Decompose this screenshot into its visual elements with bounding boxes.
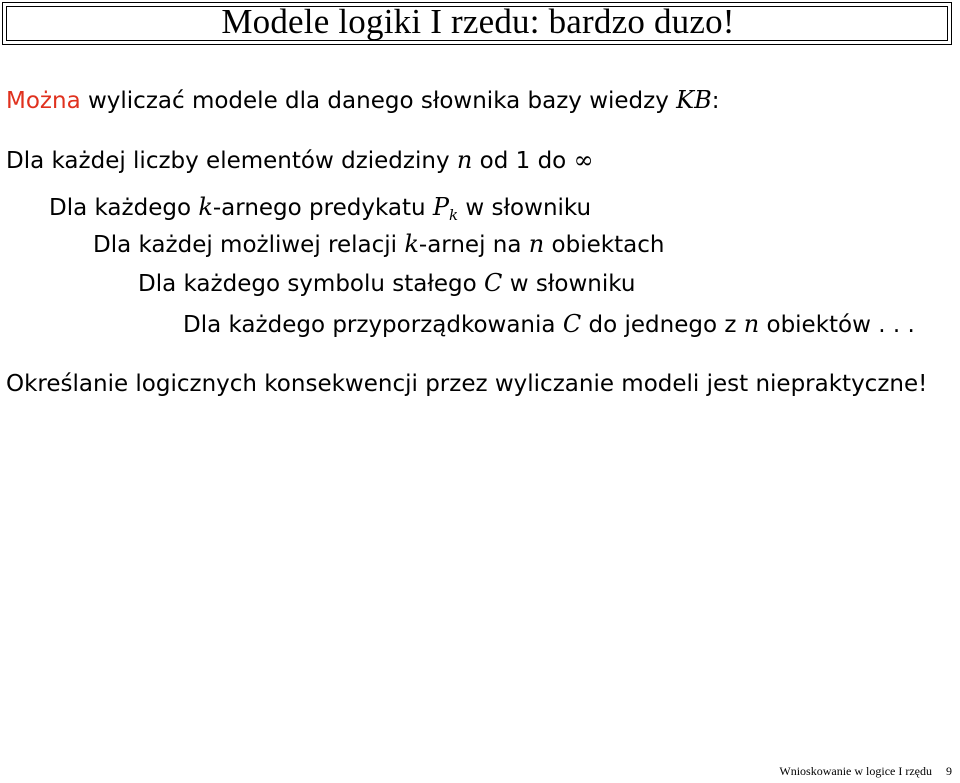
footer — [779, 764, 952, 778]
p-symbol: P — [432, 193, 450, 221]
loop-line-relation — [93, 230, 664, 259]
infinity-symbol: ∞ — [573, 146, 594, 174]
n-symbol: n — [528, 230, 545, 258]
loop-1-text-b: od 1 do — [472, 148, 574, 174]
loop-2-text-a: Dla każdego — [49, 195, 199, 221]
loop-line-predicate — [49, 193, 591, 229]
n-symbol: n — [456, 146, 473, 174]
kb-symbol: KB — [676, 86, 712, 114]
loop-5-text-c: obiektów . . . — [759, 312, 915, 338]
intro-colon: : — [711, 88, 720, 114]
p-subscript-k: k — [449, 206, 459, 224]
k-symbol: k — [198, 193, 213, 221]
loop-line-constant — [138, 269, 635, 298]
footer-section: Wnioskowanie w logice I rzędu — [779, 764, 932, 778]
loop-line-assignment — [183, 310, 915, 339]
loop-2-text-c: w słowniku — [458, 195, 592, 221]
loop-5-text-a: Dla każdego przyporządkowania — [183, 312, 563, 338]
c-symbol: C — [562, 310, 582, 338]
k-symbol: k — [404, 230, 419, 258]
n-symbol: n — [743, 310, 760, 338]
loop-line-domain-size — [6, 146, 594, 175]
loop-3-text-c: obiektach — [544, 232, 665, 258]
loop-4-text-a: Dla każdego symbolu stałego — [138, 271, 485, 297]
conclusion: Określanie logicznych konsekwencji przez wyliczanie modeli jest niepraktyczne! — [6, 371, 928, 397]
loop-5-text-b: do jednego z — [581, 312, 744, 338]
slide-title: Modele logiki I rzedu: bardzo duzo! — [221, 2, 735, 41]
c-symbol: C — [484, 269, 503, 297]
intro-text: wyliczać modele dla danego słownika bazy wiedzy — [80, 88, 677, 114]
page-number: 9 — [946, 764, 952, 778]
loop-3-text-b: -arnej na — [418, 232, 529, 258]
intro-line — [6, 86, 719, 115]
loop-2-text-b: -arnego predykatu — [212, 195, 433, 221]
intro-highlight: Można — [6, 88, 81, 114]
loop-4-text-b: w słowniku — [502, 271, 636, 297]
loop-3-text-a: Dla każdej możliwej relacji — [93, 232, 405, 258]
loop-1-text-a: Dla każdej liczby elementów dziedziny — [6, 148, 457, 174]
